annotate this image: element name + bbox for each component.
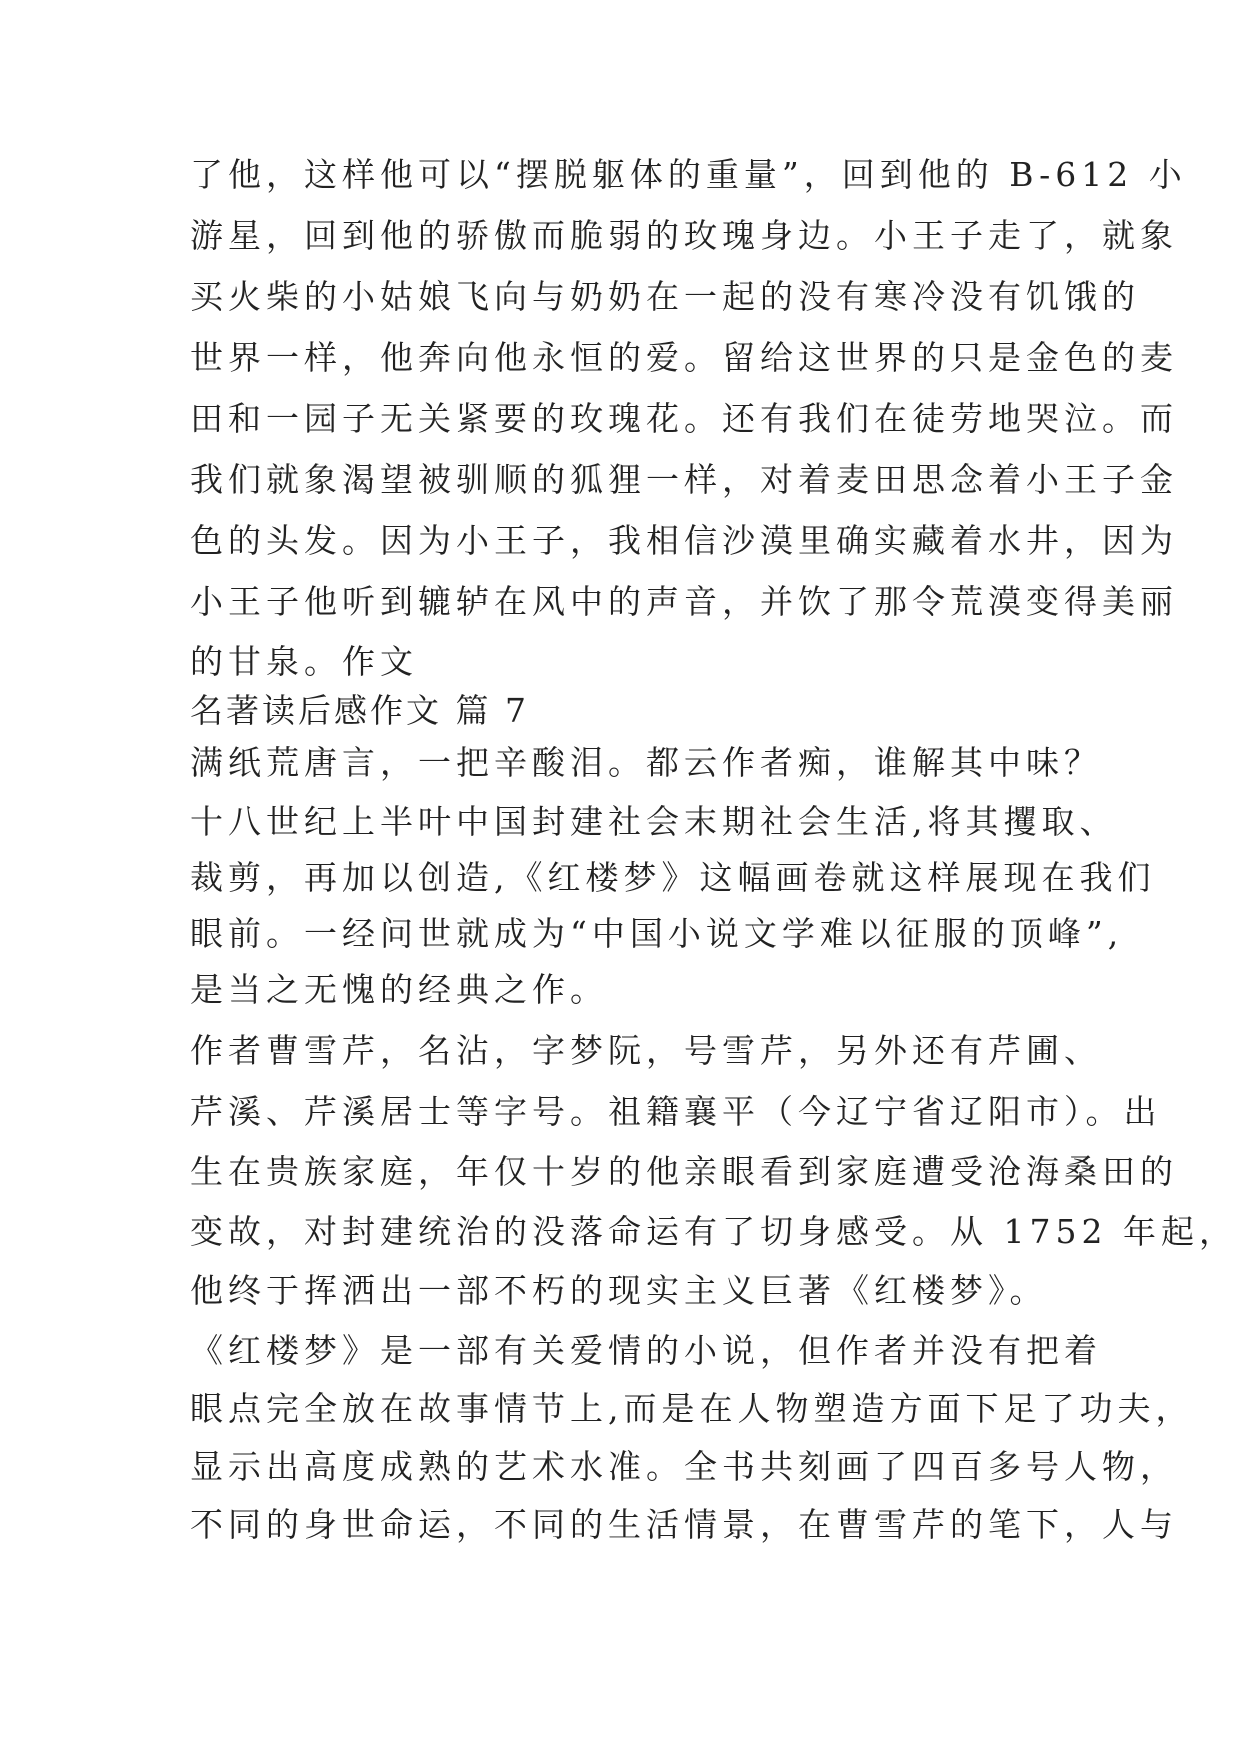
- text-line: 芹溪、芹溪居士等字号。祖籍襄平（今辽宁省辽阳市）。出: [190, 1092, 1162, 1131]
- section-heading: 名著读后感作文 篇 7: [190, 691, 529, 730]
- text-line: 世界一样，他奔向他永恒的爱。留给这世界的只是金色的麦: [190, 338, 1178, 377]
- text-line: 游星，回到他的骄傲而脆弱的玫瑰身边。小王子走了，就象: [190, 216, 1178, 255]
- text-line: 色的头发。因为小王子，我相信沙漠里确实藏着水井，因为: [190, 521, 1178, 560]
- text-line: 的甘泉。作文: [190, 642, 418, 681]
- text-line: 裁剪，再加以创造,《红楼梦》这幅画卷就这样展现在我们: [190, 858, 1156, 897]
- text-line: 显示出高度成熟的艺术水准。全书共刻画了四百多号人物，: [190, 1447, 1178, 1486]
- text-line: 我们就象渴望被驯顺的狐狸一样，对着麦田思念着小王子金: [190, 460, 1178, 499]
- text-line: 是当之无愧的经典之作。: [190, 970, 608, 1009]
- text-line: 了他，这样他可以“摆脱躯体的重量”，回到他的 B-612 小: [190, 155, 1187, 194]
- text-line: 不同的身世命运，不同的生活情景，在曹雪芹的笔下，人与: [190, 1505, 1178, 1544]
- text-line: 买火柴的小姑娘飞向与奶奶在一起的没有寒冷没有饥饿的: [190, 277, 1140, 316]
- text-line: 小王子他听到辘轳在风中的声音，并饮了那令荒漠变得美丽: [190, 582, 1178, 621]
- text-line: 变故，对封建统治的没落命运有了切身感受。从 1752 年起，: [190, 1212, 1237, 1251]
- text-line: 他终于挥洒出一部不朽的现实主义巨著《红楼梦》。: [190, 1271, 1048, 1310]
- text-line: 十八世纪上半叶中国封建社会末期社会生活,将其攫取、: [190, 802, 1118, 841]
- text-line: 《红楼梦》是一部有关爱情的小说，但作者并没有把着: [190, 1331, 1102, 1370]
- text-line: 眼点完全放在故事情节上,而是在人物塑造方面下足了功夫，: [190, 1389, 1194, 1428]
- text-line: 眼前。一经问世就成为“中国小说文学难以征服的顶峰”,: [190, 914, 1124, 953]
- text-line: 满纸荒唐言，一把辛酸泪。都云作者痴，谁解其中味？: [190, 743, 1102, 782]
- text-line: 作者曹雪芹，名沾，字梦阮，号雪芹，另外还有芹圃、: [190, 1031, 1102, 1070]
- text-line: 生在贵族家庭，年仅十岁的他亲眼看到家庭遭受沧海桑田的: [190, 1152, 1178, 1191]
- text-line: 田和一园子无关紧要的玫瑰花。还有我们在徒劳地哭泣。而: [190, 399, 1178, 438]
